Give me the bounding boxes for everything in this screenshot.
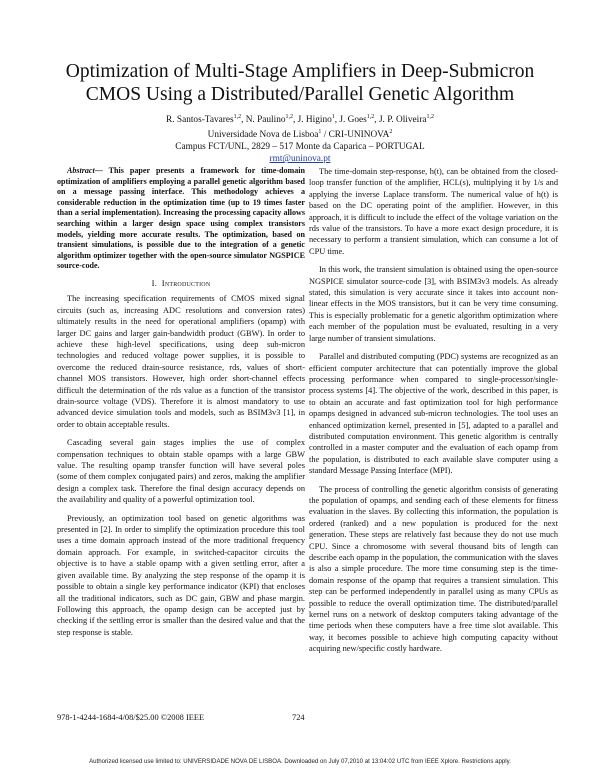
author-list: R. Santos-Tavares$^{1,2}$, N. Paulino$^{1,2}$, J. Higino$^1$, J. Goes$^{1,2}$, J. P. Oliveira$^{1,2}$ (166, 114, 434, 126)
paragraph: Cascading several gain stages implies the use of complex compensation techniques to obtain stable opamps with a large GBW value. The resulting opamp transfer function will have several poles (some of them complex conjugated pairs) and zeros, making the amplifier design a complex task. Therefore the final design accuracy depends on the availability and quality of a powerful optimization tool. (57, 438, 305, 505)
author-name: J. P. Oliveira (378, 115, 427, 126)
abstract (57, 166, 305, 272)
affiliation-line-2: Campus FCT/UNL, 2829 – 517 Monte da Caparica – PORTUGAL (175, 142, 425, 153)
paragraph: The time-domain step-response, h(t), can be obtained from the closed-loop transfer function of the amplifier, HCL(s), multiplying it by 1/s and applying the inverse Laplace transform. The numerical value of h(t) is based on the DC operating point of the amplifier. However, in this approach, it is difficult to include the effect of the voltage variation on the rds value of the transistors. To have a more exact design procedure, it is necessary to perform a transient simulation, which can consume a lot of CPU time. (309, 167, 558, 256)
affil-sup: 2 (389, 129, 393, 136)
abstract-text: — This paper presents a framework for time-domain optimization of amplifiers employing a parallel genetic algorithm based on a message passing interface. This methodology achieves a considerable reduction in the optimization time (up to 19 times faster than a serial implementation). Increasing the processing capacity allows searching within a larger design space using complex transistors models, yielding more accurate results. The optimization, based on transient simulations, is possible due to the integration of a genetic algorithm optimizer together with the open-source simulator NGSPICE source-code. (57, 166, 305, 271)
left-column (57, 166, 305, 645)
title-line-1: Optimization of Multi-Stage Amplifiers in Deep-Submicron (65, 61, 535, 82)
paper-title (40, 60, 560, 106)
author-name: J. Goes (339, 115, 367, 126)
email-line (40, 153, 560, 165)
page-number: 724 (292, 713, 305, 722)
license-notice: Authorized licensed use limited to: UNIVERSIDADE NOVA DE LISBOA. Downloaded on July 07,2010 at 13:04:02 UTC from IEEE Xplore. Restrictions apply. (89, 758, 511, 765)
affiliation-institute: / CRI-UNINOVA (321, 130, 390, 141)
paragraph: Parallel and distributed computing (PDC) systems are recognized as an efficient computer architecture that can potentially improve the global processing performance when compared to single-processor/single-process systems [4]. The objective of the work, described in this paper, is to obtain an accurate and fast optimization tool for high performance opamps designed in advanced sub-micron technologies. The tool uses an enhanced optimization kernel, presented in [5], adapted to a parallel and distributed computation environment. This genetic algorithm is centrally controlled in a master computer and the evaluation of each opamp from the population, is distributed to each available slave computer using a standard Message Passing Interface (MPI). (309, 352, 558, 476)
paragraph: The process of controlling the genetic algorithm consists of generating the population of opamps, and sending each of these elements for fitness evaluation in the slaves. By collecting this information, the population is ordered (ranked) and a new population is produced for the next generation. These steps are relatively fast because they do not use much CPU. Since a chromosome with several thousand bits of length can describe each opamp in the population, the communication with the slaves is also a simple procedure. The more time consuming step is the time-domain response of the opamp that requires a transient simulation. This step can be performed independently in parallel using as many CPUs as possible to reduce the overall optimization time. The distributed/parallel kernel runs on a network of desktop computers taking advantage of the time periods when these computers have a free time slot available. This way, it becomes possible to achieve high computing capacity without acquiring new/specific costly hardware. (309, 484, 558, 654)
affiliation-university: Universidade Nova de Lisboa (207, 130, 319, 141)
author-name: N. Paulino (245, 115, 286, 126)
isbn-copyright: 978-1-4244-1684-4/08/$25.00 ©2008 IEEE (57, 713, 205, 722)
title-line-2: CMOS Using a Distributed/Parallel Genetic Algorithm (85, 84, 515, 105)
author-email-link[interactable]: rmt@uninova.pt (269, 154, 331, 165)
abstract-label: Abstract (67, 166, 95, 175)
affil-sup: 1 (318, 129, 322, 136)
affiliation-line-1 (40, 126, 560, 141)
author-affil-sup: 1,2 (285, 114, 293, 120)
author-name: J. Higino (297, 115, 332, 126)
section-heading (57, 278, 305, 289)
author-affil-sup: 1,2 (366, 114, 375, 120)
author-name: R. Santos-Tavares (166, 115, 234, 126)
author-block (40, 111, 560, 165)
paragraph: Previously, an optimization tool based on genetic algorithms was presented in [2]. In order to simplify the optimization procedure this tool uses a time domain approach instead of the more traditional frequency domain approach. For example, in switched-capacitor circuits the objective is to have a stable opamp with a given settling error, after a given available time. By analyzing the step response of the opamp it is possible to obtain a single key performance indicator (KPI) that encloses all the traditional indicators, such as DC gain, GBW and phase margin. Following this approach, the opamp design can be accepted just by checking if the settling error is smaller than the desired value and that the step response is stable. (57, 513, 305, 637)
right-column (309, 166, 558, 662)
author-affil-sup: 1,2 (426, 114, 434, 120)
section-title: Introduction (161, 277, 211, 288)
paragraph: In this work, the transient simulation is obtained using the open-source NGSPICE simulator source-code [3], with BSIM3v3 models. As already stated, this simulation is very accurate since it takes into account non-linear effects in the MOS transistors, but it can be very time consuming. This is especially problematic for a genetic algorithm optimization where each member of the population must be evaluated, resulting in a very large number of transient simulations. (309, 265, 558, 343)
author-affil-sup: 1,2 (233, 114, 242, 120)
author-affil-sup: 1 (331, 114, 335, 120)
section-number: I. (151, 277, 158, 288)
paragraph: The increasing specification requirements of CMOS mixed signal circuits (such as, increasing ADC resolutions and conversion rates) ultimately results in the need for operational amplifiers (opamp) with larger DC gains and larger gain-bandwidth product (GBW). In order to achieve these high-level specifications, using deep sub-micron technologies and reduced voltage power supplies, it is possible to overcome the reduced drain-source resistance, rds, values of short-channel MOS transistors. However, high order short-channel effects difficult the determination of the rds value as a function of the transistor drain-source voltage (VDS). Therefore it is almost mandatory to use advanced device simulation tools and models, such as BSIM3v3 [1], in order to obtain acceptable results. (57, 294, 305, 429)
